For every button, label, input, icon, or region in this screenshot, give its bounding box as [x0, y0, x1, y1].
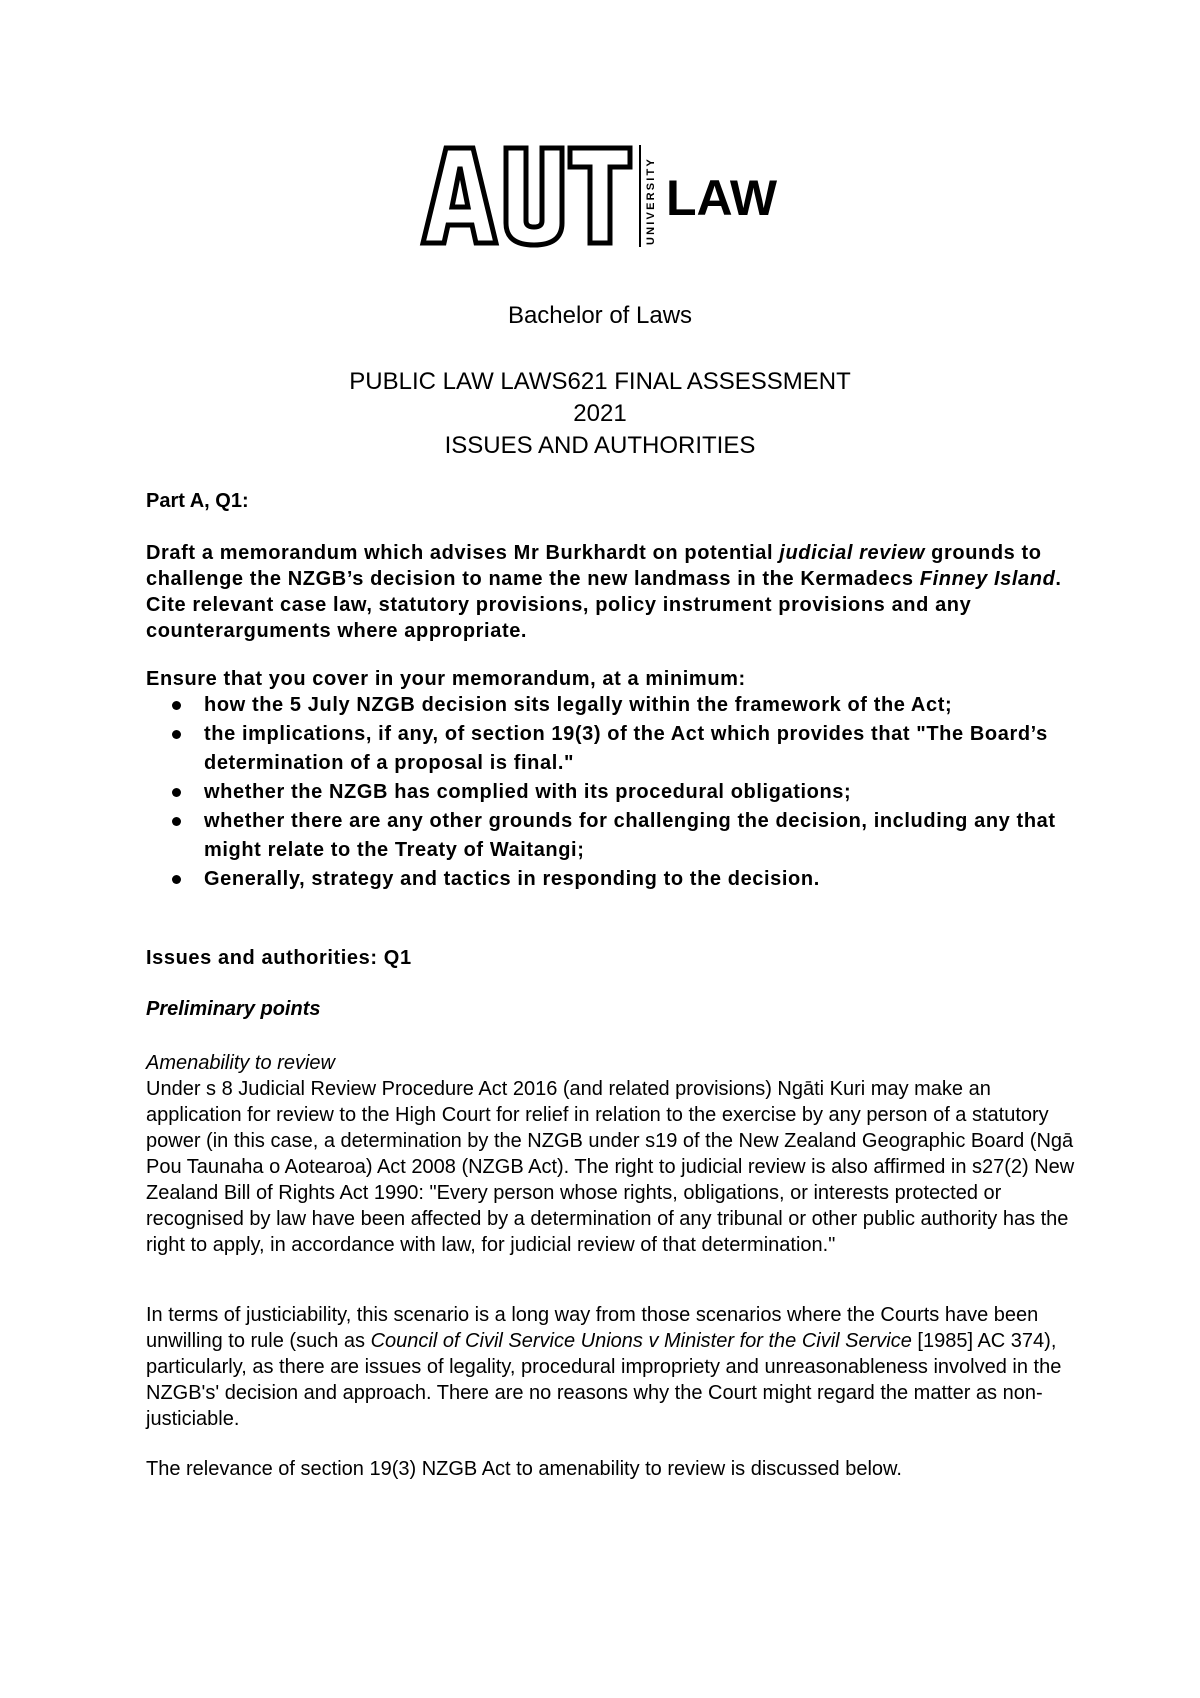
list-item [170, 691, 1070, 720]
bullet-icon [172, 875, 181, 884]
bullet-icon [172, 701, 181, 710]
list-item-text: how the 5 July NZGB decision sits legally within the framework of the Act; [204, 694, 953, 716]
course-title: PUBLIC LAW LAWS621 FINAL ASSESSMENT [349, 368, 851, 395]
task-paragraph [146, 540, 1076, 644]
paragraph-justiciability [146, 1302, 1076, 1432]
list-item-text: Generally, strategy and tactics in responding to the decision. [204, 868, 820, 890]
task-italic-finney-island: Finney Island [919, 568, 1056, 590]
degree-title: Bachelor of Laws [507, 302, 693, 329]
aut-law-logo [418, 143, 798, 248]
year: 2021 [573, 400, 627, 427]
para2-text-1: In terms of justiciability, this scenario is a long way from those scenarios where the Courts have been unwilling to rule (such as [146, 1304, 1039, 1352]
task-text-1: Draft a memorandum which advises Mr Burkhardt on potential [146, 542, 780, 564]
list-item-text: whether there are any other grounds for challenging the decision, including any that might relate to the Treaty of Waitangi; [204, 810, 1056, 861]
preliminary-points-heading: Preliminary points [146, 998, 321, 1020]
task-text-2: grounds to challenge the NZGB’s decision to name the new landmass in the Kermadecs [146, 542, 1042, 590]
bullet-icon [172, 730, 181, 739]
list-item [170, 865, 1070, 894]
document-subtitle: ISSUES AND AUTHORITIES [444, 432, 756, 459]
list-item-text: whether the NZGB has complied with its procedural obligations; [204, 781, 852, 803]
issues-heading: Issues and authorities: Q1 [146, 947, 412, 969]
paragraph-section-19: The relevance of section 19(3) NZGB Act to amenability to review is discussed below. [146, 1458, 902, 1480]
amenability-title: Amenability to review [146, 1052, 335, 1074]
case-citation-italic: Council of Civil Service Unions v Minister for the Civil Service [370, 1330, 912, 1352]
task-italic-judicial-review: judicial review [779, 542, 926, 564]
bullet-icon [172, 817, 181, 826]
task-text-3: . Cite relevant case law, statutory provisions, policy instrument provisions and any counterarguments where appropriate. [146, 568, 1062, 642]
para2-text-2: [1985] AC 374), particularly, as there are issues of legality, procedural impropriety and unreasonableness involved in the NZGB's' decision and approach. There are no reasons why the Court might regard the matter as non-justiciable. [146, 1330, 1062, 1430]
bullet-icon [172, 788, 181, 797]
list-item-text: the implications, if any, of section 19(3) of the Act which provides that "The Board’s determination of a proposal is final." [204, 723, 1048, 774]
list-item [170, 720, 1070, 778]
question-label: Part A, Q1: [146, 490, 249, 512]
ensure-intro: Ensure that you cover in your memorandum, at a minimum: [146, 668, 746, 690]
requirements-list [170, 691, 1070, 894]
paragraph-jrpa: Under s 8 Judicial Review Procedure Act 2016 (and related provisions) Ngāti Kuri may make an application for review to the High Court for relief in relation to the exercise by any person of a statutory power (in this case, a determination by the NZGB under s19 of the New Zealand Geographic Board (Ngā Pou Taunaha o Aotearoa) Act 2008 (NZGB Act). The right to judicial review is also affirmed in s27(2) New Zealand Bill of Rights Act 1990: "Every person whose rights, obligations, or interests protected or recognised by law have been affected by a determination of any tribunal or other public authority has the right to apply, in accordance with law, for judicial review of that determination." [146, 1078, 1075, 1256]
logo-university-text: UNIVERSITY [645, 156, 657, 245]
logo-law-text: LAW [666, 170, 778, 226]
list-item [170, 778, 1070, 807]
list-item [170, 807, 1070, 865]
